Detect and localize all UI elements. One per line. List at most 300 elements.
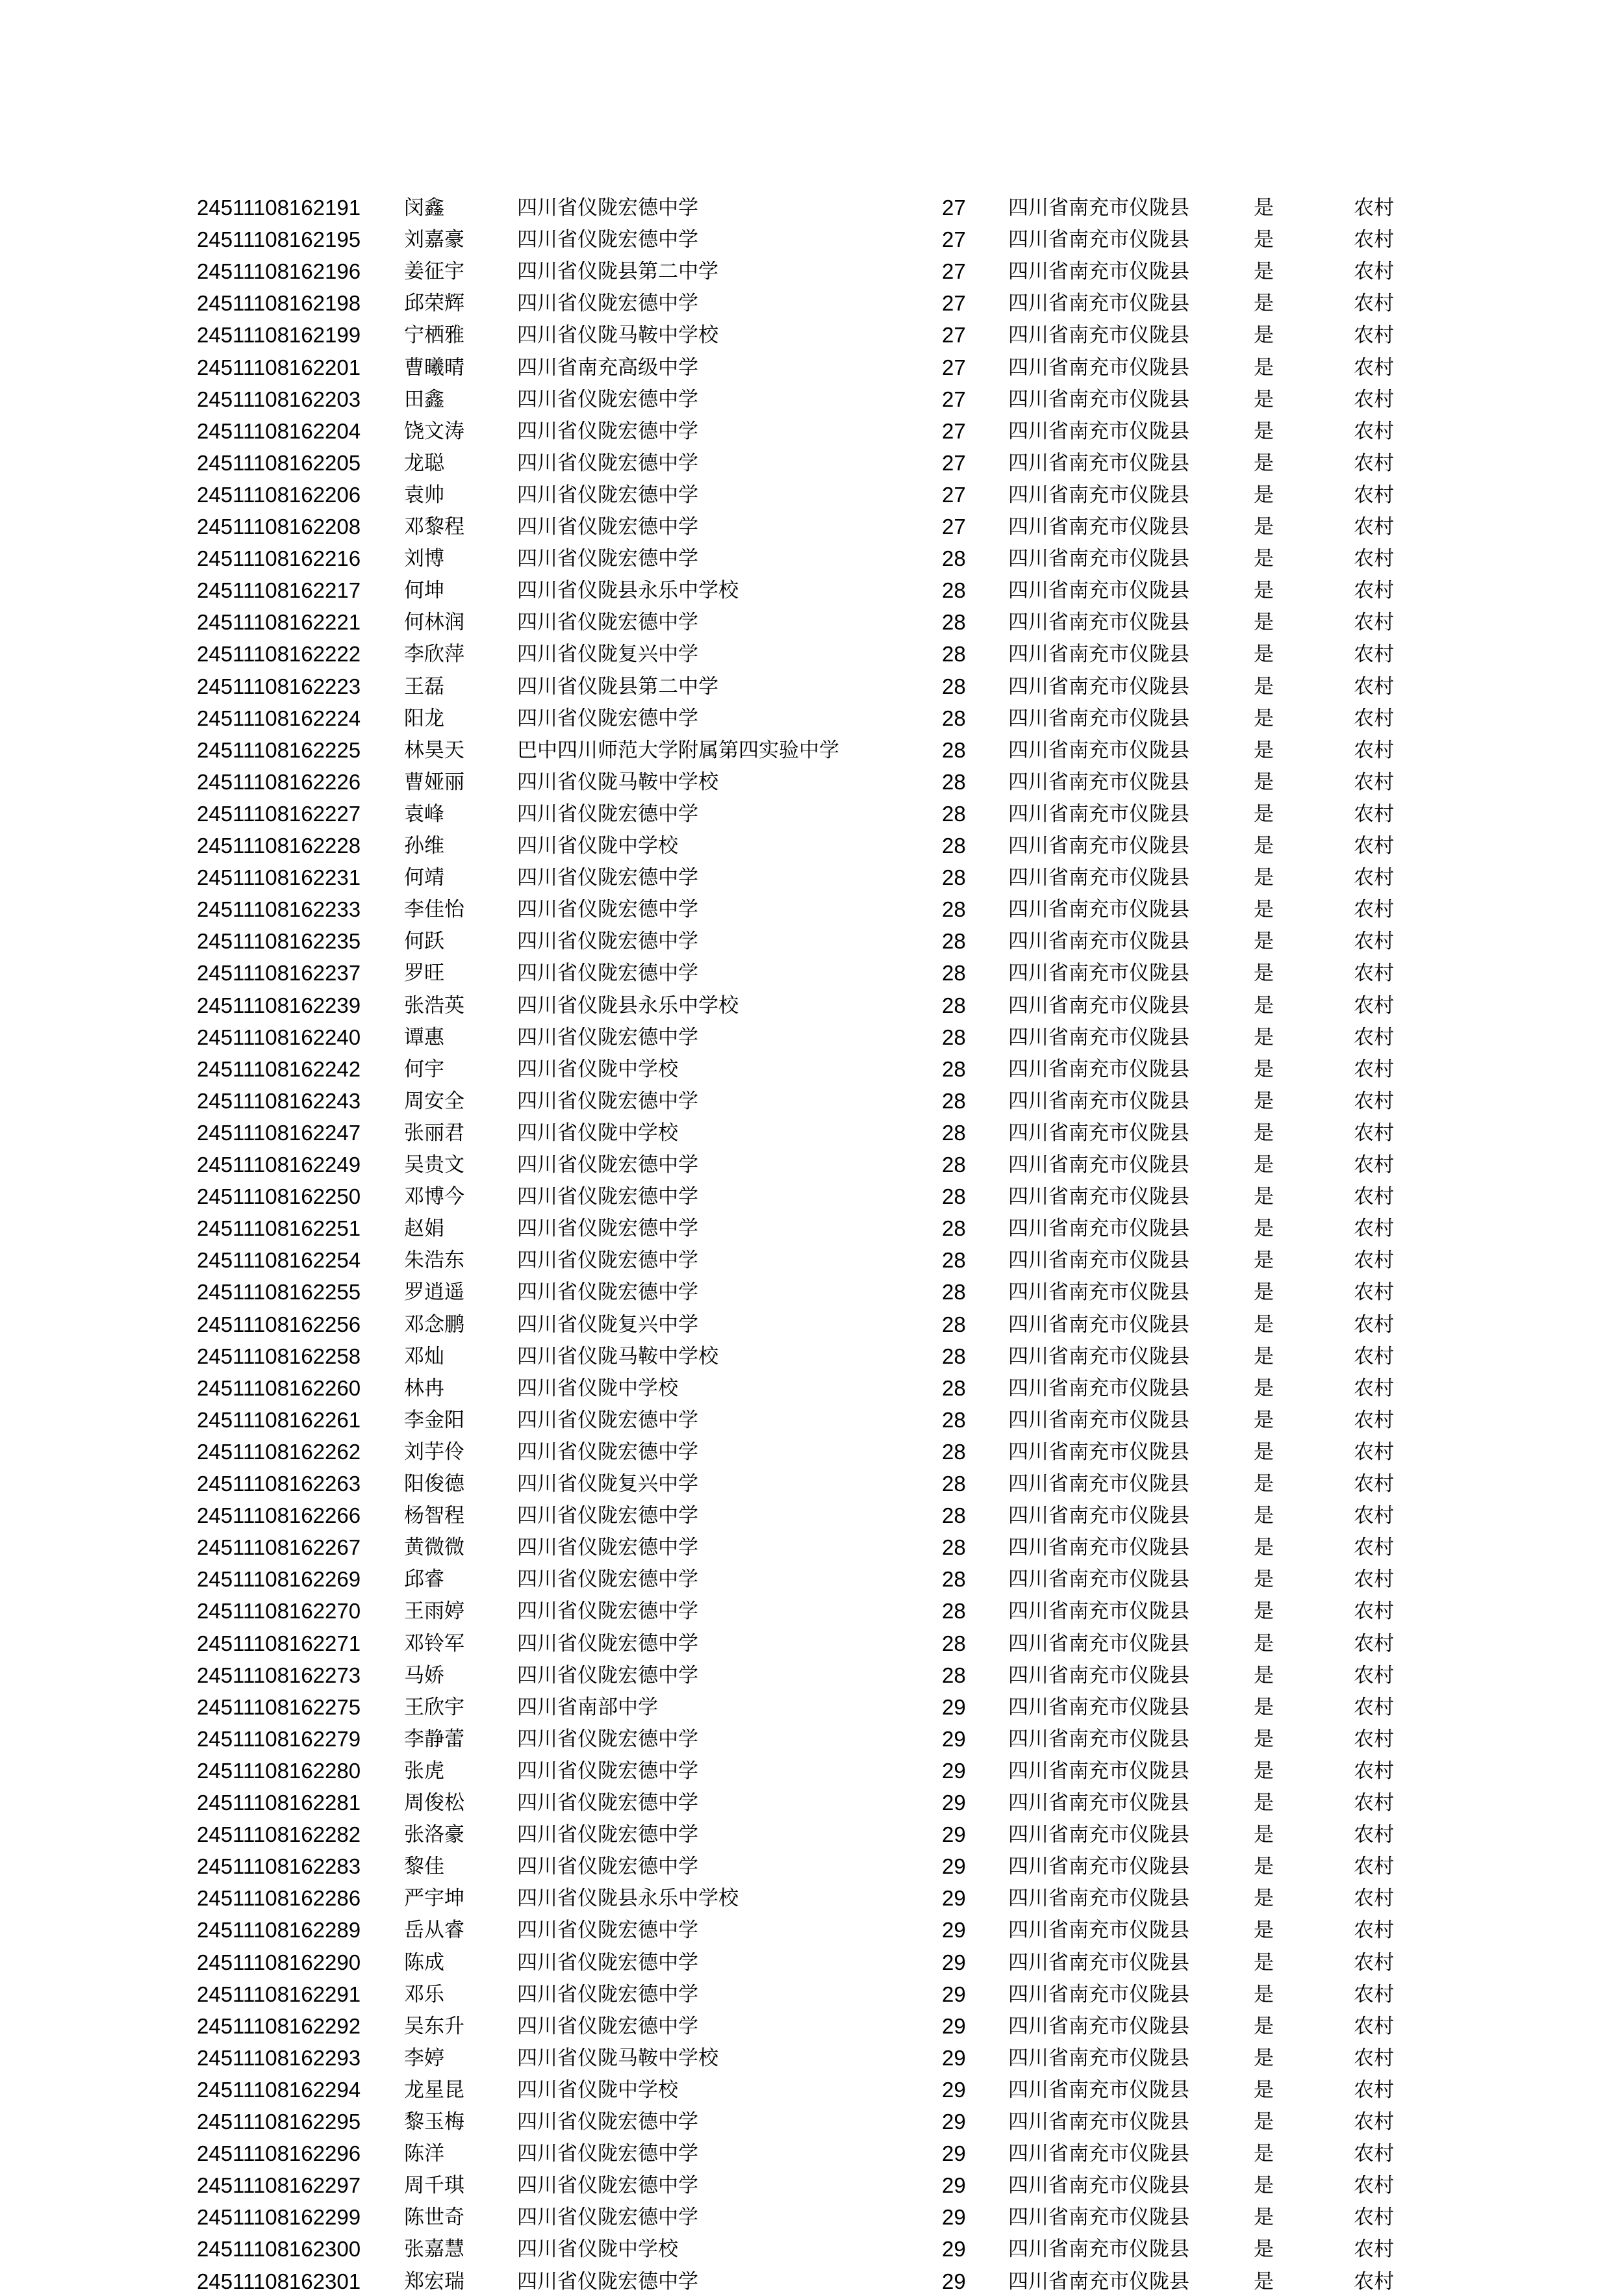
number-cell: 28 bbox=[942, 737, 966, 762]
area-type-cell: 农村 bbox=[1354, 1344, 1394, 1368]
candidate-id-cell: 24511108162196 bbox=[197, 259, 361, 284]
area-type-cell: 农村 bbox=[1354, 611, 1394, 635]
candidate-id-cell: 24511108162235 bbox=[197, 929, 361, 954]
candidate-id-cell: 24511108162240 bbox=[197, 1025, 361, 1049]
area-type-cell: 农村 bbox=[1354, 738, 1394, 762]
yes-flag-cell: 是 bbox=[1254, 1312, 1274, 1336]
student-name-cell: 阳俊德 bbox=[404, 1472, 464, 1496]
number-cell: 28 bbox=[942, 961, 966, 986]
school-name-cell: 四川省仪陇宏德中学 bbox=[517, 2269, 698, 2293]
region-cell: 四川省南充市仪陇县 bbox=[1008, 1695, 1189, 1719]
table-row bbox=[0, 2203, 1611, 2232]
student-name-cell: 黄微微 bbox=[404, 1536, 464, 1560]
area-type-cell: 农村 bbox=[1354, 1536, 1394, 1560]
region-cell: 四川省南充市仪陇县 bbox=[1008, 1217, 1189, 1241]
school-name-cell: 四川省仪陇宏德中学 bbox=[517, 1536, 698, 1560]
area-type-cell: 农村 bbox=[1354, 1823, 1394, 1847]
number-cell: 29 bbox=[942, 1726, 966, 1751]
yes-flag-cell: 是 bbox=[1254, 802, 1274, 826]
table-row bbox=[0, 1948, 1611, 1977]
student-name-cell: 张浩英 bbox=[404, 993, 464, 1017]
student-name-cell: 袁帅 bbox=[404, 483, 444, 507]
table-row bbox=[0, 640, 1611, 669]
school-name-cell: 四川省仪陇复兴中学 bbox=[517, 1312, 698, 1336]
table-row bbox=[0, 385, 1611, 414]
school-name-cell: 四川省仪陇宏德中学 bbox=[517, 1791, 698, 1815]
table-row bbox=[0, 481, 1611, 509]
student-name-cell: 闵鑫 bbox=[404, 196, 444, 220]
number-cell: 27 bbox=[942, 482, 966, 507]
student-name-cell: 张嘉慧 bbox=[404, 2238, 464, 2262]
yes-flag-cell: 是 bbox=[1254, 962, 1274, 986]
region-cell: 四川省南充市仪陇县 bbox=[1008, 1472, 1189, 1496]
number-cell: 29 bbox=[942, 1791, 966, 1815]
table-row bbox=[0, 2108, 1611, 2136]
school-name-cell: 四川省仪陇马鞍中学校 bbox=[517, 1344, 718, 1368]
school-name-cell: 四川省仪陇中学校 bbox=[517, 1057, 678, 1081]
school-name-cell: 四川省仪陇宏德中学 bbox=[517, 1950, 698, 1974]
number-cell: 28 bbox=[942, 801, 966, 826]
area-type-cell: 农村 bbox=[1354, 834, 1394, 858]
student-name-cell: 邓乐 bbox=[404, 1982, 444, 2006]
student-name-cell: 吴东升 bbox=[404, 2014, 464, 2038]
school-name-cell: 四川省仪陇复兴中学 bbox=[517, 643, 698, 667]
candidate-id-cell: 24511108162279 bbox=[197, 1726, 361, 1751]
yes-flag-cell: 是 bbox=[1254, 1663, 1274, 1687]
area-type-cell: 农村 bbox=[1354, 1472, 1394, 1496]
area-type-cell: 农村 bbox=[1354, 1153, 1394, 1177]
area-type-cell: 农村 bbox=[1354, 2206, 1394, 2230]
region-cell: 四川省南充市仪陇县 bbox=[1008, 1823, 1189, 1847]
yes-flag-cell: 是 bbox=[1254, 706, 1274, 730]
area-type-cell: 农村 bbox=[1354, 260, 1394, 284]
number-cell: 27 bbox=[942, 196, 966, 220]
yes-flag-cell: 是 bbox=[1254, 2206, 1274, 2230]
number-cell: 29 bbox=[942, 2110, 966, 2134]
region-cell: 四川省南充市仪陇县 bbox=[1008, 483, 1189, 507]
student-name-cell: 马娇 bbox=[404, 1663, 444, 1687]
yes-flag-cell: 是 bbox=[1254, 419, 1274, 443]
yes-flag-cell: 是 bbox=[1254, 1695, 1274, 1719]
area-type-cell: 农村 bbox=[1354, 324, 1394, 348]
area-type-cell: 农村 bbox=[1354, 898, 1394, 922]
yes-flag-cell: 是 bbox=[1254, 674, 1274, 698]
region-cell: 四川省南充市仪陇县 bbox=[1008, 292, 1189, 316]
area-type-cell: 农村 bbox=[1354, 962, 1394, 986]
school-name-cell: 四川省仪陇宏德中学 bbox=[517, 1408, 698, 1432]
school-name-cell: 四川省南部中学 bbox=[517, 1695, 658, 1719]
area-type-cell: 农村 bbox=[1354, 2269, 1394, 2293]
number-cell: 28 bbox=[942, 1248, 966, 1273]
school-name-cell: 四川省仪陇中学校 bbox=[517, 1376, 678, 1400]
yes-flag-cell: 是 bbox=[1254, 1089, 1274, 1113]
number-cell: 28 bbox=[942, 1184, 966, 1209]
yes-flag-cell: 是 bbox=[1254, 1950, 1274, 1974]
candidate-id-cell: 24511108162231 bbox=[197, 865, 361, 890]
number-cell: 29 bbox=[942, 1918, 966, 1943]
student-name-cell: 陈世奇 bbox=[404, 2206, 464, 2230]
school-name-cell: 四川省仪陇宏德中学 bbox=[517, 1185, 698, 1209]
region-cell: 四川省南充市仪陇县 bbox=[1008, 2142, 1189, 2166]
yes-flag-cell: 是 bbox=[1254, 1791, 1274, 1815]
candidate-id-cell: 24511108162198 bbox=[197, 291, 361, 316]
student-name-cell: 林冉 bbox=[404, 1376, 444, 1400]
table-row bbox=[0, 289, 1611, 318]
region-cell: 四川省南充市仪陇县 bbox=[1008, 1440, 1189, 1464]
school-name-cell: 四川省仪陇中学校 bbox=[517, 1121, 678, 1145]
region-cell: 四川省南充市仪陇县 bbox=[1008, 1089, 1189, 1113]
table-row bbox=[0, 2044, 1611, 2073]
student-name-cell: 杨智程 bbox=[404, 1504, 464, 1528]
region-cell: 四川省南充市仪陇县 bbox=[1008, 515, 1189, 539]
student-name-cell: 李静蕾 bbox=[404, 1727, 464, 1751]
area-type-cell: 农村 bbox=[1354, 579, 1394, 603]
table-row bbox=[0, 1374, 1611, 1403]
number-cell: 29 bbox=[942, 1950, 966, 1974]
yes-flag-cell: 是 bbox=[1254, 387, 1274, 411]
student-name-cell: 王磊 bbox=[404, 674, 444, 698]
region-cell: 四川省南充市仪陇县 bbox=[1008, 834, 1189, 858]
school-name-cell: 四川省仪陇宏德中学 bbox=[517, 1249, 698, 1273]
candidate-id-cell: 24511108162295 bbox=[197, 2110, 361, 2134]
candidate-id-cell: 24511108162216 bbox=[197, 546, 361, 571]
candidate-id-cell: 24511108162263 bbox=[197, 1472, 361, 1496]
area-type-cell: 农村 bbox=[1354, 770, 1394, 794]
number-cell: 28 bbox=[942, 1631, 966, 1655]
candidate-id-cell: 24511108162233 bbox=[197, 897, 361, 922]
area-type-cell: 农村 bbox=[1354, 1855, 1394, 1879]
candidate-id-cell: 24511108162243 bbox=[197, 1088, 361, 1113]
area-type-cell: 农村 bbox=[1354, 1312, 1394, 1336]
school-name-cell: 四川省仪陇宏德中学 bbox=[517, 802, 698, 826]
school-name-cell: 四川省仪陇宏德中学 bbox=[517, 706, 698, 730]
school-name-cell: 四川省南充高级中学 bbox=[517, 355, 698, 379]
school-name-cell: 四川省仪陇宏德中学 bbox=[517, 1759, 698, 1783]
area-type-cell: 农村 bbox=[1354, 2014, 1394, 2038]
number-cell: 29 bbox=[942, 2013, 966, 2038]
table-row bbox=[0, 704, 1611, 733]
student-name-cell: 周千琪 bbox=[404, 2174, 464, 2198]
yes-flag-cell: 是 bbox=[1254, 993, 1274, 1017]
candidate-id-cell: 24511108162224 bbox=[197, 706, 361, 730]
student-name-cell: 罗逍遥 bbox=[404, 1281, 464, 1305]
candidate-id-cell: 24511108162261 bbox=[197, 1407, 361, 1432]
school-name-cell: 四川省仪陇宏德中学 bbox=[517, 1919, 698, 1943]
school-name-cell: 四川省仪陇宏德中学 bbox=[517, 866, 698, 890]
yes-flag-cell: 是 bbox=[1254, 515, 1274, 539]
table-row bbox=[0, 1693, 1611, 1722]
yes-flag-cell: 是 bbox=[1254, 1472, 1274, 1496]
school-name-cell: 四川省仪陇宏德中学 bbox=[517, 1217, 698, 1241]
area-type-cell: 农村 bbox=[1354, 387, 1394, 411]
yes-flag-cell: 是 bbox=[1254, 1919, 1274, 1943]
region-cell: 四川省南充市仪陇县 bbox=[1008, 2238, 1189, 2262]
region-cell: 四川省南充市仪陇县 bbox=[1008, 1376, 1189, 1400]
candidate-id-cell: 24511108162221 bbox=[197, 610, 361, 635]
student-name-cell: 龙星昆 bbox=[404, 2078, 464, 2102]
number-cell: 28 bbox=[942, 769, 966, 794]
candidate-id-cell: 24511108162283 bbox=[197, 1854, 361, 1879]
region-cell: 四川省南充市仪陇县 bbox=[1008, 2046, 1189, 2070]
number-cell: 28 bbox=[942, 1344, 966, 1368]
region-cell: 四川省南充市仪陇县 bbox=[1008, 1057, 1189, 1081]
candidate-id-cell: 24511108162206 bbox=[197, 482, 361, 507]
table-row bbox=[0, 1884, 1611, 1913]
yes-flag-cell: 是 bbox=[1254, 1504, 1274, 1528]
region-cell: 四川省南充市仪陇县 bbox=[1008, 2206, 1189, 2230]
region-cell: 四川省南充市仪陇县 bbox=[1008, 355, 1189, 379]
candidate-id-cell: 24511108162195 bbox=[197, 227, 361, 252]
school-name-cell: 四川省仪陇宏德中学 bbox=[517, 2142, 698, 2166]
student-name-cell: 刘嘉豪 bbox=[404, 228, 464, 252]
school-name-cell: 四川省仪陇县第二中学 bbox=[517, 674, 718, 698]
number-cell: 29 bbox=[942, 2077, 966, 2102]
student-name-cell: 刘博 bbox=[404, 547, 444, 571]
number-cell: 28 bbox=[942, 1153, 966, 1177]
number-cell: 28 bbox=[942, 706, 966, 730]
number-cell: 28 bbox=[942, 610, 966, 635]
candidate-id-cell: 24511108162300 bbox=[197, 2237, 361, 2262]
student-name-cell: 李佳怡 bbox=[404, 898, 464, 922]
number-cell: 28 bbox=[942, 642, 966, 667]
region-cell: 四川省南充市仪陇县 bbox=[1008, 1855, 1189, 1879]
student-name-cell: 周安全 bbox=[404, 1089, 464, 1113]
yes-flag-cell: 是 bbox=[1254, 2046, 1274, 2070]
table-row bbox=[0, 736, 1611, 765]
school-name-cell: 四川省仪陇宏德中学 bbox=[517, 1281, 698, 1305]
candidate-id-cell: 24511108162227 bbox=[197, 801, 361, 826]
number-cell: 28 bbox=[942, 1407, 966, 1432]
area-type-cell: 农村 bbox=[1354, 1919, 1394, 1943]
school-name-cell: 四川省仪陇宏德中学 bbox=[517, 930, 698, 954]
school-name-cell: 四川省仪陇宏德中学 bbox=[517, 1982, 698, 2006]
table-row bbox=[0, 225, 1611, 254]
yes-flag-cell: 是 bbox=[1254, 579, 1274, 603]
school-name-cell: 四川省仪陇宏德中学 bbox=[517, 1631, 698, 1655]
area-type-cell: 农村 bbox=[1354, 1376, 1394, 1400]
number-cell: 28 bbox=[942, 1216, 966, 1241]
student-name-cell: 陈洋 bbox=[404, 2142, 444, 2166]
area-type-cell: 农村 bbox=[1354, 1600, 1394, 1624]
school-name-cell: 四川省仪陇宏德中学 bbox=[517, 387, 698, 411]
school-name-cell: 四川省仪陇宏德中学 bbox=[517, 2174, 698, 2198]
candidate-id-cell: 24511108162247 bbox=[197, 1120, 361, 1145]
school-name-cell: 四川省仪陇宏德中学 bbox=[517, 228, 698, 252]
table-row bbox=[0, 544, 1611, 573]
region-cell: 四川省南充市仪陇县 bbox=[1008, 643, 1189, 667]
table-row bbox=[0, 1597, 1611, 1626]
region-cell: 四川省南充市仪陇县 bbox=[1008, 1153, 1189, 1177]
table-row bbox=[0, 800, 1611, 828]
candidate-id-cell: 24511108162262 bbox=[197, 1439, 361, 1464]
table-row bbox=[0, 2012, 1611, 2041]
student-name-cell: 陈成 bbox=[404, 1950, 444, 1974]
yes-flag-cell: 是 bbox=[1254, 1185, 1274, 1209]
candidate-id-cell: 24511108162256 bbox=[197, 1312, 361, 1336]
region-cell: 四川省南充市仪陇县 bbox=[1008, 579, 1189, 603]
student-name-cell: 张虎 bbox=[404, 1759, 444, 1783]
yes-flag-cell: 是 bbox=[1254, 292, 1274, 316]
school-name-cell: 四川省仪陇宏德中学 bbox=[517, 1600, 698, 1624]
area-type-cell: 农村 bbox=[1354, 483, 1394, 507]
table-row bbox=[0, 1023, 1611, 1052]
candidate-id-cell: 24511108162301 bbox=[197, 2269, 361, 2293]
area-type-cell: 农村 bbox=[1354, 451, 1394, 475]
area-type-cell: 农村 bbox=[1354, 1759, 1394, 1783]
number-cell: 28 bbox=[942, 897, 966, 922]
number-cell: 28 bbox=[942, 1375, 966, 1400]
yes-flag-cell: 是 bbox=[1254, 1568, 1274, 1592]
yes-flag-cell: 是 bbox=[1254, 228, 1274, 252]
number-cell: 28 bbox=[942, 1567, 966, 1592]
yes-flag-cell: 是 bbox=[1254, 1982, 1274, 2006]
area-type-cell: 农村 bbox=[1354, 419, 1394, 443]
table-row bbox=[0, 1182, 1611, 1211]
student-name-cell: 邓铃军 bbox=[404, 1631, 464, 1655]
candidate-id-cell: 24511108162239 bbox=[197, 993, 361, 1017]
yes-flag-cell: 是 bbox=[1254, 1887, 1274, 1911]
area-type-cell: 农村 bbox=[1354, 2110, 1394, 2134]
area-type-cell: 农村 bbox=[1354, 1631, 1394, 1655]
number-cell: 29 bbox=[942, 2173, 966, 2198]
table-row bbox=[0, 449, 1611, 478]
number-cell: 28 bbox=[942, 834, 966, 858]
candidate-id-cell: 24511108162222 bbox=[197, 642, 361, 667]
region-cell: 四川省南充市仪陇县 bbox=[1008, 802, 1189, 826]
number-cell: 27 bbox=[942, 450, 966, 475]
table-row bbox=[0, 768, 1611, 797]
area-type-cell: 农村 bbox=[1354, 1121, 1394, 1145]
student-name-cell: 邓灿 bbox=[404, 1344, 444, 1368]
area-type-cell: 农村 bbox=[1354, 1695, 1394, 1719]
area-type-cell: 农村 bbox=[1354, 292, 1394, 316]
area-type-cell: 农村 bbox=[1354, 196, 1394, 220]
table-row bbox=[0, 1916, 1611, 1945]
number-cell: 29 bbox=[942, 2205, 966, 2230]
table-row bbox=[0, 927, 1611, 956]
table-row bbox=[0, 1406, 1611, 1435]
area-type-cell: 农村 bbox=[1354, 228, 1394, 252]
candidate-id-cell: 24511108162273 bbox=[197, 1663, 361, 1687]
student-name-cell: 邓黎程 bbox=[404, 515, 464, 539]
region-cell: 四川省南充市仪陇县 bbox=[1008, 451, 1189, 475]
area-type-cell: 农村 bbox=[1354, 706, 1394, 730]
student-name-cell: 曹曦晴 bbox=[404, 355, 464, 379]
student-name-cell: 田鑫 bbox=[404, 387, 444, 411]
candidate-id-cell: 24511108162294 bbox=[197, 2077, 361, 2102]
area-type-cell: 农村 bbox=[1354, 802, 1394, 826]
student-name-cell: 李欣萍 bbox=[404, 643, 464, 667]
number-cell: 28 bbox=[942, 1663, 966, 1687]
region-cell: 四川省南充市仪陇县 bbox=[1008, 2110, 1189, 2134]
candidate-id-cell: 24511108162203 bbox=[197, 387, 361, 411]
area-type-cell: 农村 bbox=[1354, 930, 1394, 954]
table-row bbox=[0, 1725, 1611, 1754]
candidate-id-cell: 24511108162226 bbox=[197, 769, 361, 794]
candidate-id-cell: 24511108162292 bbox=[197, 2013, 361, 2038]
region-cell: 四川省南充市仪陇县 bbox=[1008, 1408, 1189, 1432]
candidate-id-cell: 24511108162291 bbox=[197, 1982, 361, 2006]
area-type-cell: 农村 bbox=[1354, 547, 1394, 571]
school-name-cell: 四川省仪陇宏德中学 bbox=[517, 2206, 698, 2230]
student-name-cell: 姜征宇 bbox=[404, 260, 464, 284]
area-type-cell: 农村 bbox=[1354, 1504, 1394, 1528]
student-name-cell: 饶文涛 bbox=[404, 419, 464, 443]
yes-flag-cell: 是 bbox=[1254, 1408, 1274, 1432]
number-cell: 28 bbox=[942, 1439, 966, 1464]
candidate-id-cell: 24511108162250 bbox=[197, 1184, 361, 1209]
yes-flag-cell: 是 bbox=[1254, 611, 1274, 635]
student-name-cell: 罗旺 bbox=[404, 962, 444, 986]
candidate-id-cell: 24511108162290 bbox=[197, 1950, 361, 1974]
number-cell: 27 bbox=[942, 259, 966, 284]
student-name-cell: 何林润 bbox=[404, 611, 464, 635]
student-name-cell: 张丽君 bbox=[404, 1121, 464, 1145]
table-row bbox=[0, 1278, 1611, 1307]
area-type-cell: 农村 bbox=[1354, 515, 1394, 539]
school-name-cell: 四川省仪陇宏德中学 bbox=[517, 1153, 698, 1177]
school-name-cell: 四川省仪陇宏德中学 bbox=[517, 515, 698, 539]
candidate-id-cell: 24511108162254 bbox=[197, 1248, 361, 1273]
area-type-cell: 农村 bbox=[1354, 2174, 1394, 2198]
yes-flag-cell: 是 bbox=[1254, 1536, 1274, 1560]
area-type-cell: 农村 bbox=[1354, 1982, 1394, 2006]
yes-flag-cell: 是 bbox=[1254, 1344, 1274, 1368]
table-row bbox=[0, 1820, 1611, 1849]
table-row bbox=[0, 832, 1611, 860]
student-name-cell: 李婷 bbox=[404, 2046, 444, 2070]
school-name-cell: 四川省仪陇县第二中学 bbox=[517, 260, 718, 284]
region-cell: 四川省南充市仪陇县 bbox=[1008, 1504, 1189, 1528]
candidate-id-cell: 24511108162217 bbox=[197, 578, 361, 603]
region-cell: 四川省南充市仪陇县 bbox=[1008, 1025, 1189, 1049]
yes-flag-cell: 是 bbox=[1254, 451, 1274, 475]
number-cell: 28 bbox=[942, 865, 966, 890]
table-row bbox=[0, 1342, 1611, 1371]
region-cell: 四川省南充市仪陇县 bbox=[1008, 419, 1189, 443]
region-cell: 四川省南充市仪陇县 bbox=[1008, 1887, 1189, 1911]
yes-flag-cell: 是 bbox=[1254, 2142, 1274, 2166]
number-cell: 28 bbox=[942, 929, 966, 954]
yes-flag-cell: 是 bbox=[1254, 770, 1274, 794]
school-name-cell: 四川省仪陇宏德中学 bbox=[517, 1663, 698, 1687]
school-name-cell: 四川省仪陇宏德中学 bbox=[517, 1823, 698, 1847]
student-name-cell: 黎玉梅 bbox=[404, 2110, 464, 2134]
candidate-id-cell: 24511108162237 bbox=[197, 961, 361, 986]
number-cell: 29 bbox=[942, 1982, 966, 2006]
school-name-cell: 四川省仪陇中学校 bbox=[517, 2238, 678, 2262]
yes-flag-cell: 是 bbox=[1254, 930, 1274, 954]
school-name-cell: 四川省仪陇宏德中学 bbox=[517, 898, 698, 922]
candidate-id-cell: 24511108162223 bbox=[197, 674, 361, 698]
region-cell: 四川省南充市仪陇县 bbox=[1008, 866, 1189, 890]
student-name-cell: 严宇坤 bbox=[404, 1887, 464, 1911]
candidate-id-cell: 24511108162228 bbox=[197, 834, 361, 858]
table-row bbox=[0, 1119, 1611, 1147]
school-name-cell: 四川省仪陇宏德中学 bbox=[517, 1440, 698, 1464]
area-type-cell: 农村 bbox=[1354, 1568, 1394, 1592]
candidate-id-cell: 24511108162269 bbox=[197, 1567, 361, 1592]
candidate-id-cell: 24511108162242 bbox=[197, 1056, 361, 1081]
candidate-id-cell: 24511108162201 bbox=[197, 355, 361, 379]
table-row bbox=[0, 2235, 1611, 2264]
area-type-cell: 农村 bbox=[1354, 1057, 1394, 1081]
region-cell: 四川省南充市仪陇县 bbox=[1008, 1919, 1189, 1943]
region-cell: 四川省南充市仪陇县 bbox=[1008, 2014, 1189, 2038]
student-name-cell: 邱荣辉 bbox=[404, 292, 464, 316]
candidate-id-cell: 24511108162191 bbox=[197, 196, 361, 220]
candidate-id-cell: 24511108162293 bbox=[197, 2045, 361, 2070]
